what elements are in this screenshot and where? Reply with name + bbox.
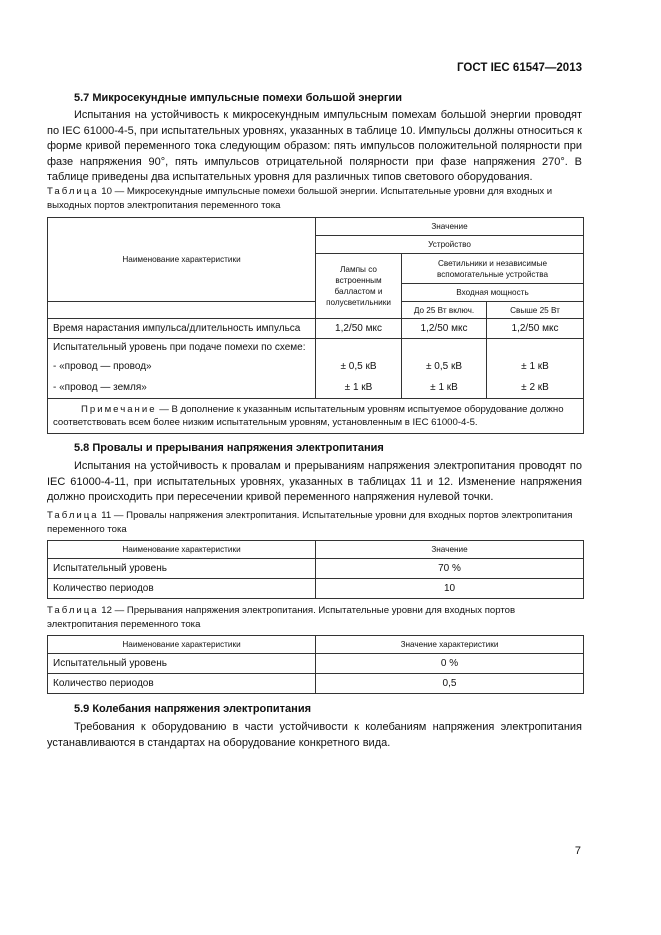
- t11-row-level-value: 70 %: [316, 559, 584, 579]
- note-word: Примечание: [81, 404, 157, 415]
- t10-row-pulse-v2: 1,2/50 мкс: [402, 319, 487, 339]
- t10-header-name: Наименование характеристики: [48, 218, 316, 302]
- t10-header-power: Входная мощность: [402, 284, 584, 302]
- t10-row-line-earth-v1: ± 1 кВ: [316, 378, 402, 399]
- t12-row-periods-value: 0,5: [316, 674, 584, 694]
- caption-word: Таблица: [47, 186, 99, 197]
- table-10-caption: [47, 185, 582, 213]
- table-12-caption: [47, 604, 582, 632]
- t11-row-periods-name: Количество периодов: [48, 579, 316, 599]
- caption-word: Таблица: [47, 510, 99, 521]
- page-number: 7: [574, 845, 581, 857]
- section-heading-5-7: 5.7 Микросекундные импульсные помехи большой энергии: [74, 92, 402, 104]
- t10-row-pulse-name: Время нарастания импульса/длительность импульса: [48, 319, 316, 339]
- t10-header-lamps: Лампы со встроенным балластом и полусветильники: [316, 254, 402, 319]
- document-id: ГОСТ IEC 61547—2013: [457, 62, 582, 74]
- caption-text: 11 — Провалы напряжения электропитания. Испытательные уровни для входных портов электропитания переменного тока: [47, 510, 573, 535]
- t12-row-periods-name: Количество периодов: [48, 674, 316, 694]
- t10-row-line-line-v2: ± 0,5 кВ: [402, 356, 487, 378]
- t10-row-line-earth-v3: ± 2 кВ: [487, 378, 584, 399]
- t12-header-name: Наименование характеристики: [48, 636, 316, 654]
- note-text: — В дополнение к указанным испытательным уровням испытуемое оборудование должно соответствовать всем более низким испытательным уровням, установленным в IEC 61000-4-5.: [53, 404, 564, 428]
- t10-header-le25: До 25 Вт включ.: [402, 302, 487, 319]
- t10-row-line-line-v3: ± 1 кВ: [487, 356, 584, 378]
- t10-row-line-earth-name: - «провод — земля»: [48, 378, 316, 399]
- t12-header-value: Значение характеристики: [316, 636, 584, 654]
- t10-row-pulse-v3: 1,2/50 мкс: [487, 319, 584, 339]
- table-12: [47, 635, 584, 694]
- t10-row-line-earth-v2: ± 1 кВ: [402, 378, 487, 399]
- t10-note: [48, 399, 584, 434]
- caption-text: 10 — Микросекундные импульсные помехи большой энергии. Испытательные уровни для входных и выходных портов электропитания переменного тока: [47, 186, 553, 211]
- table-10: [47, 217, 584, 434]
- t11-header-name: Наименование характеристики: [48, 541, 316, 559]
- t11-header-value: Значение: [316, 541, 584, 559]
- t12-row-level-name: Испытательный уровень: [48, 654, 316, 674]
- section-5-8-text: Испытания на устойчивость к провалам и прерываниям напряжения электропитания проводят по IEC 61000-4-11, при испытательных уровнях, указанных в таблицах 11 и 12. Изменение напряжения должно происходить при пересечении кривой переменного напряжения нулевой точки.: [47, 460, 582, 503]
- t10-header-device: Устройство: [316, 236, 584, 254]
- t11-row-periods-value: 10: [316, 579, 584, 599]
- section-heading-5-8: 5.8 Провалы и прерывания напряжения электропитания: [74, 442, 384, 454]
- t10-header-value: Значение: [316, 218, 584, 236]
- section-heading-5-9: 5.9 Колебания напряжения электропитания: [74, 703, 311, 715]
- t10-row-line-line-v1: ± 0,5 кВ: [316, 356, 402, 378]
- t10-header-luminaires: Светильники и независимые вспомогательные устройства: [402, 254, 584, 284]
- t12-row-level-value: 0 %: [316, 654, 584, 674]
- section-5-7-text: Испытания на устойчивость к микросекундным импульсным помехам большой энергии проводят по IEC 61000-4-5, при испытательных уровнях, указанных в таблице 10. Импульсы должны относиться к форме кривой переменного тока следующим образом: пять импульсов положительной полярности при фазе напряжения 90°, пять импульсов отрицательной полярности при фазе напряжения 270°. В таблице приведены два испытательных уровня для различных типов светового оборудования.: [47, 109, 582, 183]
- table-11: [47, 540, 584, 599]
- t10-header-gt25: Свыше 25 Вт: [487, 302, 584, 319]
- table-11-caption: [47, 509, 582, 537]
- t10-row-level-name: Испытательный уровень при подаче помехи по схеме:: [48, 339, 316, 356]
- caption-text: 12 — Прерывания напряжения электропитания. Испытательные уровни для входных портов электропитания переменного тока: [47, 605, 516, 630]
- section-5-9-text: Требования к оборудованию в части устойчивости к колебаниям напряжения электропитания устанавливаются в стандартах на оборудование конкретного вида.: [47, 721, 582, 749]
- t10-row-pulse-v1: 1,2/50 мкс: [316, 319, 402, 339]
- t10-row-line-line-name: - «провод — провод»: [48, 356, 316, 378]
- t11-row-level-name: Испытательный уровень: [48, 559, 316, 579]
- caption-word: Таблица: [47, 605, 99, 616]
